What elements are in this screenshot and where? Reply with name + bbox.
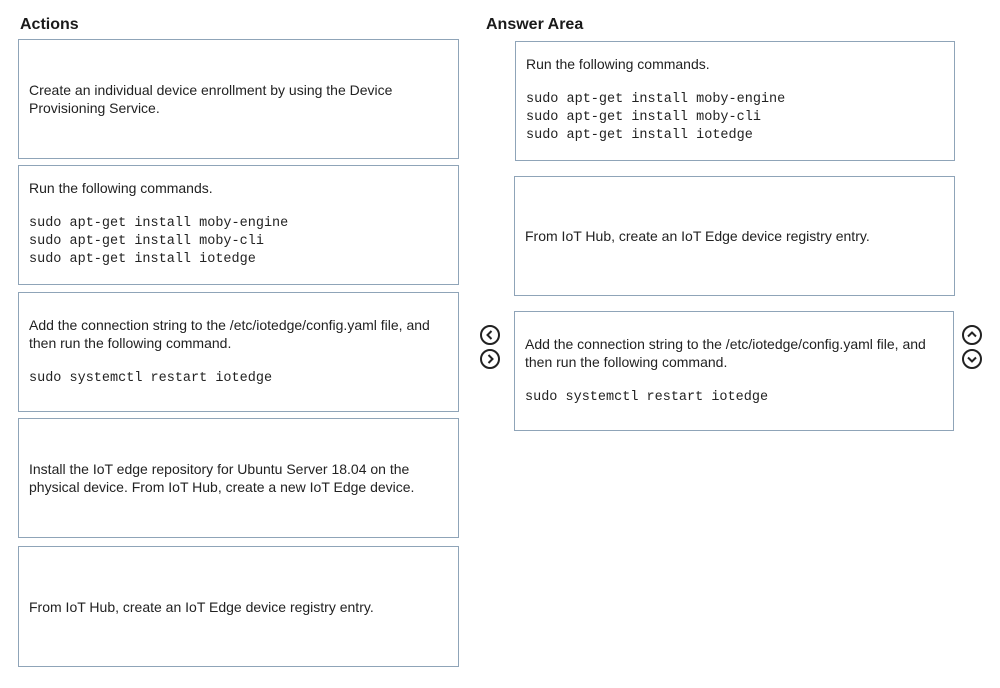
action-item-text: From IoT Hub, create an IoT Edge device registry entry.: [29, 598, 374, 615]
action-item-3[interactable]: [18, 292, 459, 412]
action-item-text: Install the IoT edge repository for Ubuntu Server 18.04 on the physical device. From IoT Hub, create a new IoT Edge device.: [29, 461, 415, 495]
chevron-up-icon: [966, 329, 978, 341]
actions-heading: Actions: [20, 16, 79, 33]
answer-item-text: Run the following commands.: [526, 56, 710, 72]
answer-item-code: sudo systemctl restart iotedge: [525, 390, 769, 405]
chevron-left-icon: [484, 329, 496, 341]
answer-area-heading: Answer Area: [486, 16, 584, 33]
answer-item-3[interactable]: [514, 311, 954, 431]
chevron-right-icon: [484, 353, 496, 365]
chevron-down-icon: [966, 353, 978, 365]
answer-item-code: sudo apt-get install moby-engine sudo apt-get install moby-cli sudo apt-get install iotedge: [526, 92, 786, 143]
move-left-button[interactable]: [480, 325, 500, 345]
answer-item-text: From IoT Hub, create an IoT Edge device registry entry.: [525, 228, 870, 244]
action-item-text: Add the connection string to the /etc/iotedge/config.yaml file, and then run the following command.: [29, 317, 430, 351]
action-item-4[interactable]: [18, 418, 459, 538]
action-item-text: Run the following commands.: [29, 180, 213, 196]
move-right-button[interactable]: [480, 349, 500, 369]
answer-item-2[interactable]: [514, 176, 955, 296]
answer-item-1[interactable]: [515, 41, 955, 161]
move-up-button[interactable]: [962, 325, 982, 345]
action-item-code: sudo apt-get install moby-engine sudo apt-get install moby-cli sudo apt-get install iotedge: [29, 216, 289, 267]
answer-item-text: Add the connection string to the /etc/iotedge/config.yaml file, and then run the following command.: [525, 336, 926, 370]
move-down-button[interactable]: [962, 349, 982, 369]
action-item-2[interactable]: [18, 165, 459, 285]
action-item-1[interactable]: [18, 39, 459, 159]
action-item-text: Create an individual device enrollment by using the Device Provisioning Service.: [29, 82, 393, 116]
action-item-5[interactable]: [18, 546, 459, 667]
action-item-code: sudo systemctl restart iotedge: [29, 371, 273, 386]
